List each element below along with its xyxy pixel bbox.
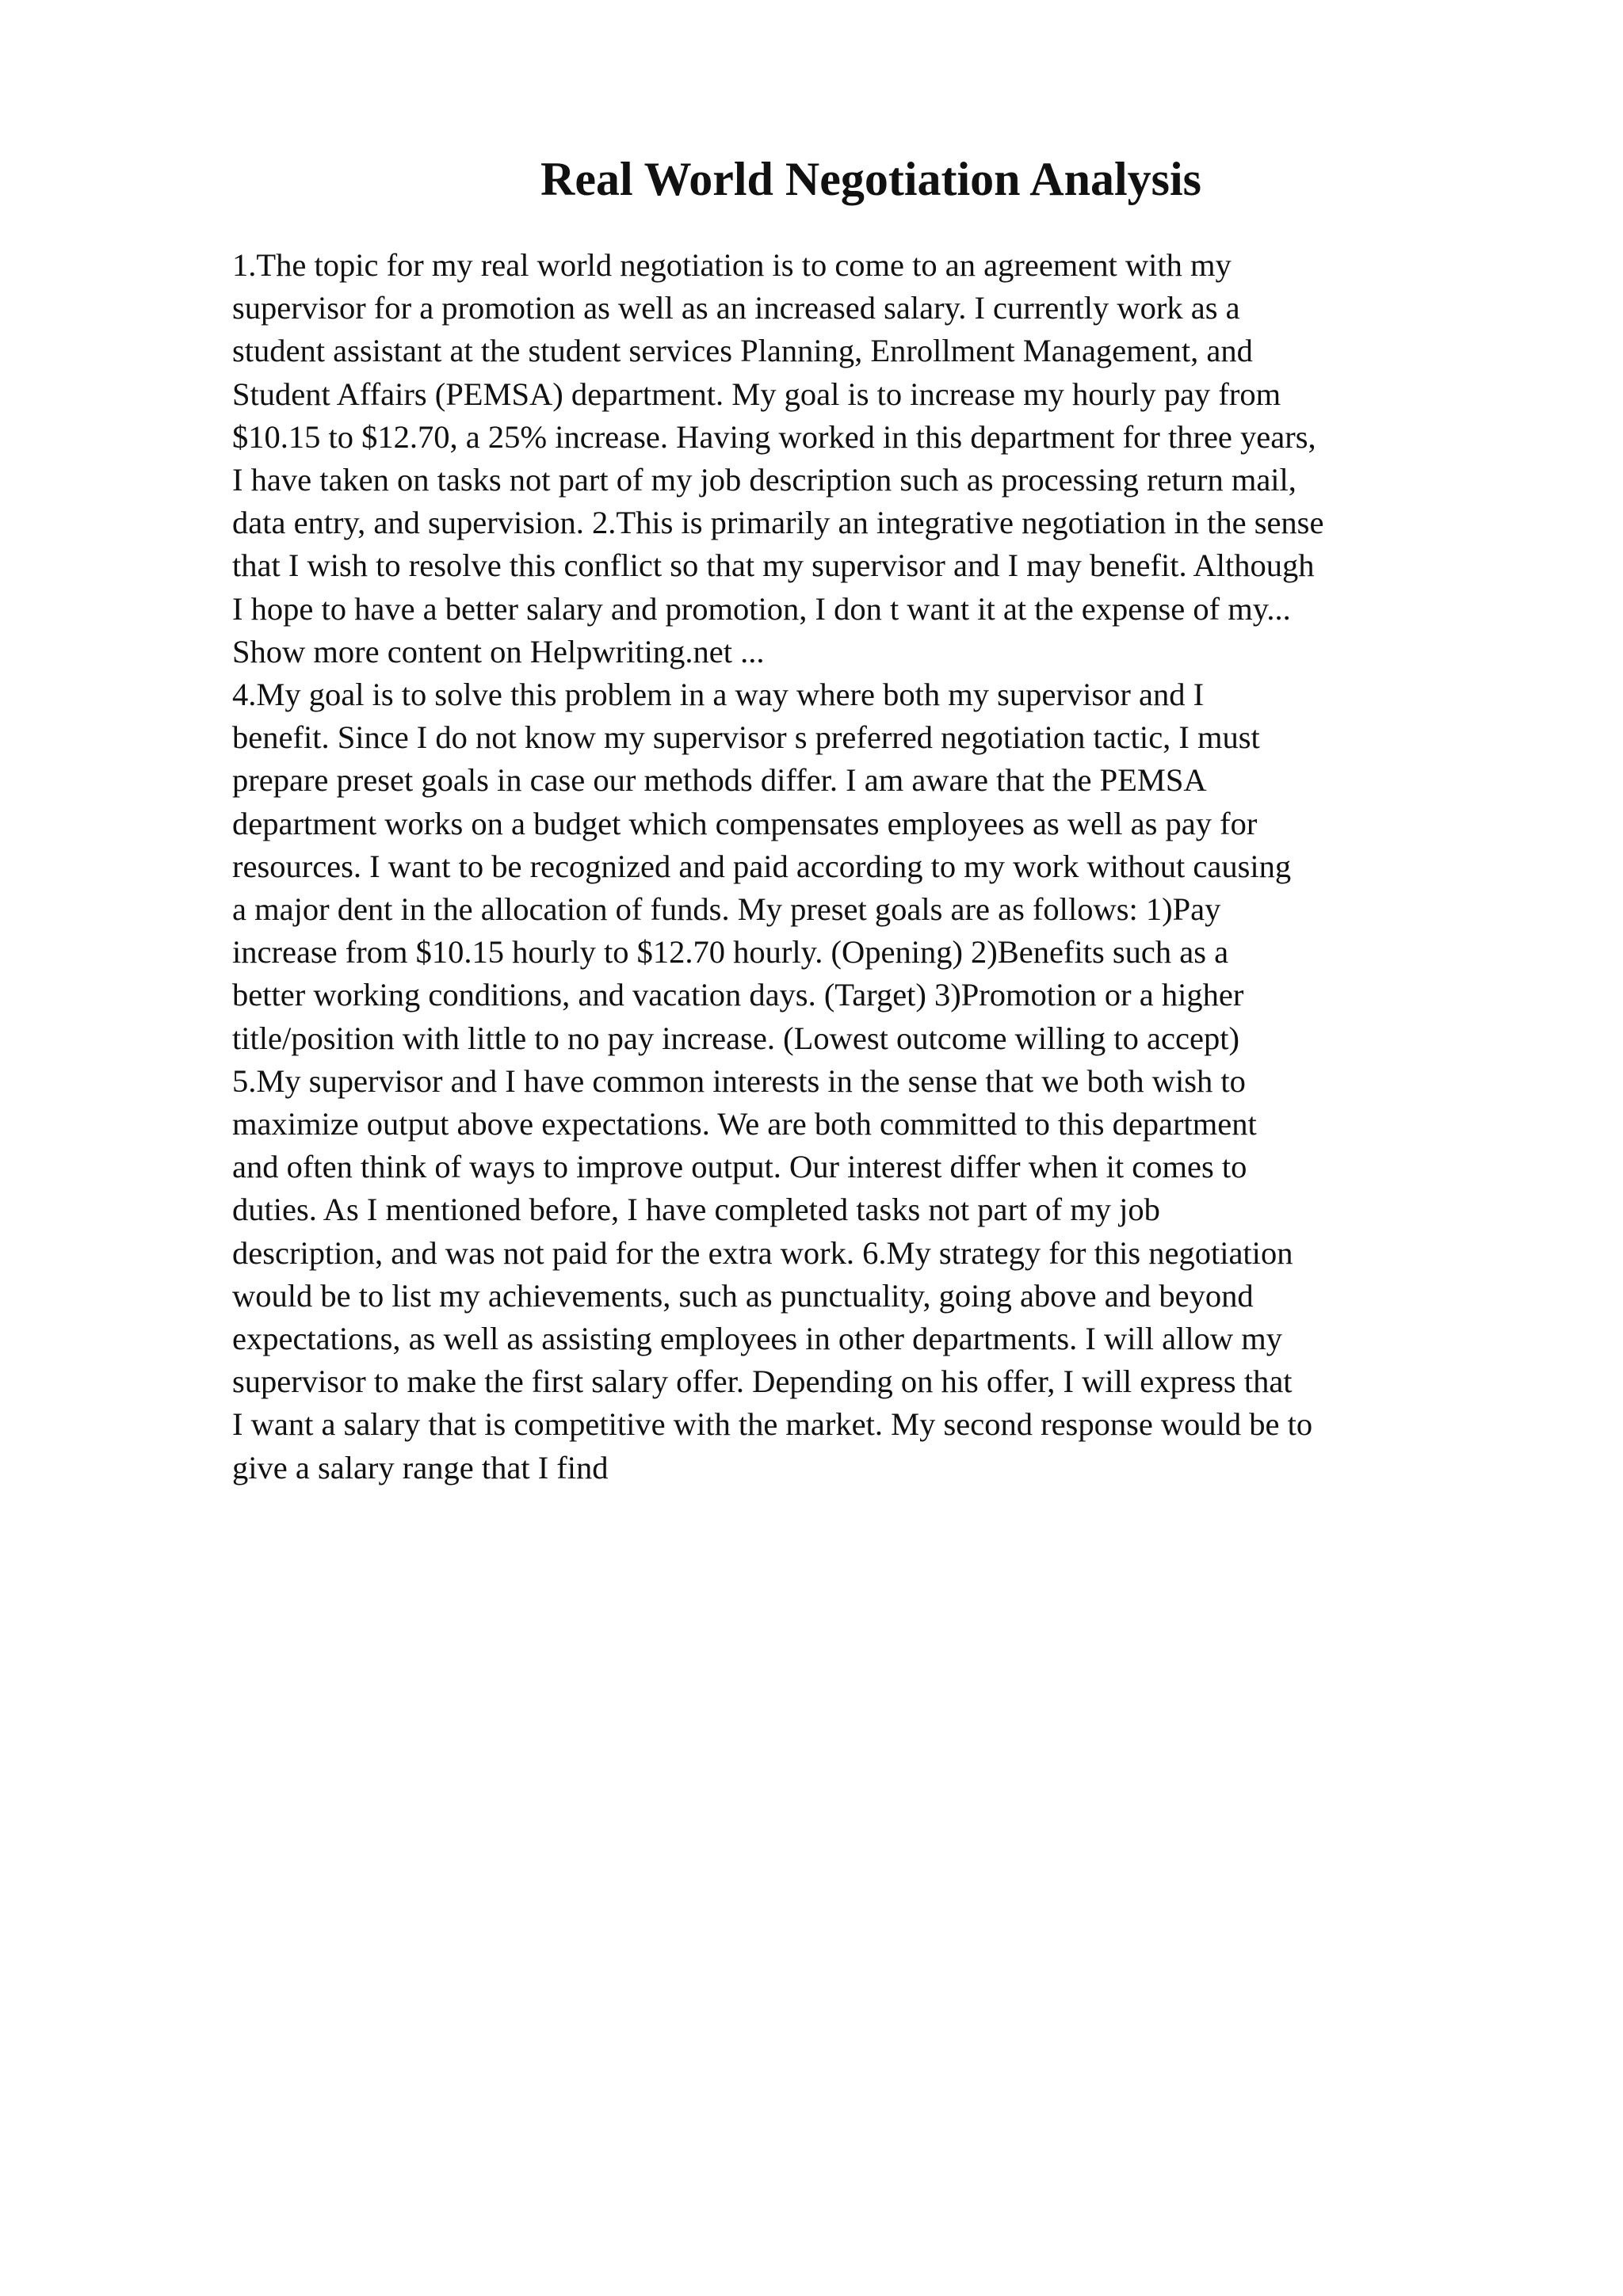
text-line-23: duties. As I mentioned before, I have completed tasks not part of my job bbox=[232, 1192, 1160, 1228]
text-line-8: that I wish to resolve this conflict so that my supervisor and I may benefit. Although bbox=[232, 547, 1315, 584]
text-line-13: prepare preset goals in case our methods differ. I am aware that the PEMSA bbox=[232, 762, 1207, 799]
text-line-18: better working conditions, and vacation days. (Target) 3)Promotion or a higher bbox=[232, 977, 1244, 1013]
text-line-19: title/position with little to no pay increase. (Lowest outcome willing to accept) bbox=[232, 1020, 1239, 1056]
text-line-6: I have taken on tasks not part of my job description such as processing return mail, bbox=[232, 462, 1296, 498]
text-line-28: I want a salary that is competitive with the market. My second response would be to bbox=[232, 1406, 1313, 1443]
text-line-15: resources. I want to be recognized and paid according to my work without causing bbox=[232, 848, 1292, 884]
text-line-25: would be to list my achievements, such as punctuality, going above and beyond bbox=[232, 1277, 1254, 1314]
text-line-22: and often think of ways to improve output. Our interest differ when it comes to bbox=[232, 1149, 1247, 1185]
body-text bbox=[232, 244, 1500, 1489]
text-line-4: Student Affairs (PEMSA) department. My goal is to increase my hourly pay from bbox=[232, 376, 1281, 412]
text-line-27: supervisor to make the first salary offer. Depending on his offer, I will express that bbox=[232, 1363, 1293, 1400]
text-line-20: 5.My supervisor and I have common interests in the sense that we both wish to bbox=[232, 1062, 1246, 1099]
text-line-14: department works on a budget which compensates employees as well as pay for bbox=[232, 805, 1258, 841]
text-line-3: student assistant at the student services Planning, Enrollment Management, and bbox=[232, 333, 1253, 369]
text-line-21: maximize output above expectations. We are both committed to this department bbox=[232, 1106, 1257, 1142]
text-line-26: expectations, as well as assisting employees in other departments. I will allow my bbox=[232, 1321, 1282, 1357]
text-line-24: description, and was not paid for the extra work. 6.My strategy for this negotiation bbox=[232, 1234, 1293, 1271]
text-line-5: $10.15 to $12.70, a 25% increase. Having worked in this department for three years, bbox=[232, 418, 1316, 455]
text-line-29: give a salary range that I find bbox=[232, 1449, 609, 1486]
page-title: Real World Negotiation Analysis bbox=[540, 153, 1201, 205]
text-line-12: benefit. Since I do not know my supervisor s preferred negotiation tactic, I must bbox=[232, 719, 1260, 756]
text-line-16: a major dent in the allocation of funds. My preset goals are as follows: 1)Pay bbox=[232, 891, 1221, 928]
show-more-line: Show more content on Helpwriting.net ... bbox=[232, 633, 765, 669]
text-line-11: 4.My goal is to solve this problem in a way where both my supervisor and I bbox=[232, 677, 1205, 713]
text-line-7: data entry, and supervision. 2.This is primarily an integrative negotiation in the sense bbox=[232, 505, 1324, 541]
text-line-17: increase from $10.15 hourly to $12.70 hourly. (Opening) 2)Benefits such as a bbox=[232, 934, 1229, 971]
text-line-9: I hope to have a better salary and promotion, I don t want it at the expense of my... bbox=[232, 590, 1291, 627]
text-line-2: supervisor for a promotion as well as an increased salary. I currently work as a bbox=[232, 290, 1240, 326]
text-line-1: 1.The topic for my real world negotiation is to come to an agreement with my bbox=[232, 247, 1232, 283]
